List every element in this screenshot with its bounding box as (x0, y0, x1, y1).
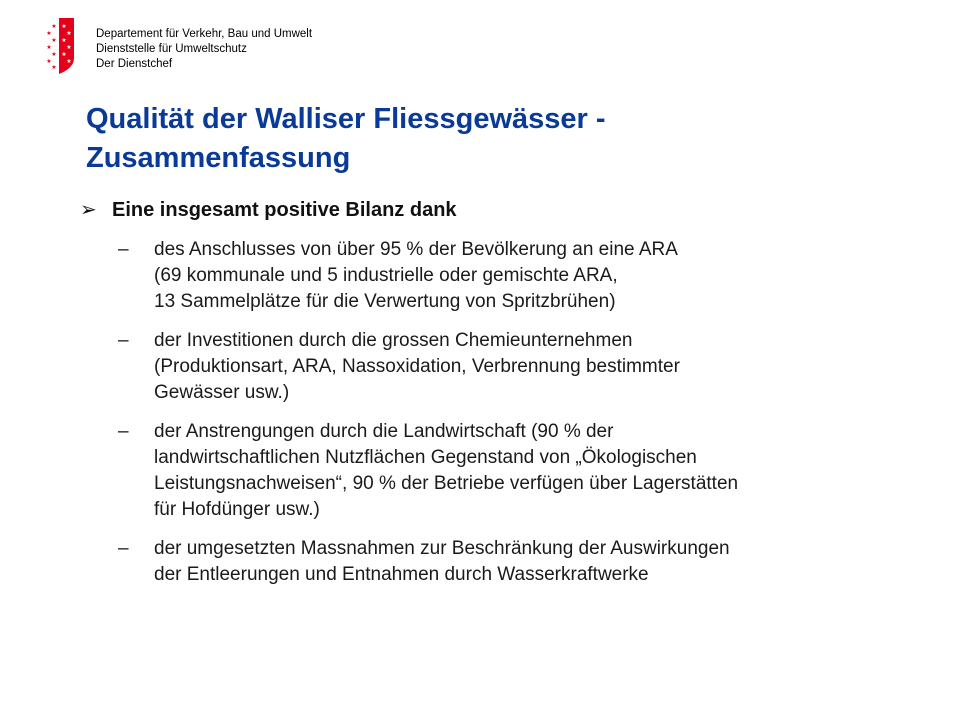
svg-text:★: ★ (46, 44, 52, 51)
svg-text:★: ★ (51, 23, 57, 30)
list-item (118, 328, 908, 406)
header-department: Departement für Verkehr, Bau und Umwelt (96, 28, 313, 40)
arrow-bullet-icon: ➢ (80, 199, 97, 221)
svg-text:★: ★ (46, 58, 52, 65)
dash-bullet: – (118, 239, 129, 260)
list-item-text (154, 419, 908, 523)
department-header (96, 27, 312, 72)
svg-text:★: ★ (61, 37, 67, 44)
item-line: für Hofdünger usw.) (154, 499, 320, 520)
item-line: 13 Sammelplätze für die Verwertung von Spritzbrühen) (154, 291, 616, 312)
list-item (118, 419, 908, 523)
dash-bullet: – (118, 330, 129, 351)
svg-text:★: ★ (66, 58, 72, 65)
item-line: des Anschlusses von über 95 % der Bevölkerung an eine ARA (154, 239, 678, 260)
svg-text:★: ★ (61, 51, 67, 58)
list-item-text (154, 328, 908, 406)
title-line-1: Qualität der Walliser Fliessgewässer - (86, 103, 606, 135)
dash-bullet: – (118, 421, 129, 442)
item-line: Gewässer usw.) (154, 382, 290, 403)
svg-text:★: ★ (51, 37, 57, 44)
main-bullet-point (80, 196, 457, 224)
item-line: (Produktionsart, ARA, Nassoxidation, Verbrennung bestimmter (154, 356, 680, 377)
sub-point-list (118, 237, 908, 601)
valais-coat-of-arms-icon (44, 18, 74, 74)
svg-text:★: ★ (66, 44, 72, 51)
item-line: der umgesetzten Massnahmen zur Beschränkung der Auswirkungen (154, 538, 730, 559)
svg-text:★: ★ (51, 64, 57, 71)
item-line: der Entleerungen und Entnahmen durch Wasserkraftwerke (154, 564, 649, 585)
title-line-2: Zusammenfassung (86, 142, 351, 174)
main-point-text: Eine insgesamt positive Bilanz dank (112, 199, 457, 221)
list-item (118, 237, 908, 315)
slide-title (86, 100, 906, 178)
item-line: Leistungsnachweisen“, 90 % der Betriebe verfügen über Lagerstätten (154, 473, 739, 494)
dash-bullet: – (118, 538, 129, 559)
svg-text:★: ★ (51, 51, 57, 58)
header-role: Der Dienstchef (96, 58, 173, 70)
item-line: der Investitionen durch die grossen Chemieunternehmen (154, 330, 633, 351)
list-item (118, 536, 908, 588)
list-item-text (154, 536, 908, 588)
svg-text:★: ★ (61, 23, 67, 30)
item-line: landwirtschaftlichen Nutzflächen Gegenstand von „Ökologischen (154, 447, 697, 468)
header-service: Dienststelle für Umweltschutz (96, 43, 247, 55)
item-line: (69 kommunale und 5 industrielle oder gemischte ARA, (154, 265, 618, 286)
list-item-text (154, 237, 908, 315)
item-line: der Anstrengungen durch die Landwirtschaft (90 % der (154, 421, 614, 442)
svg-text:★: ★ (46, 30, 52, 37)
svg-text:★: ★ (66, 30, 72, 37)
